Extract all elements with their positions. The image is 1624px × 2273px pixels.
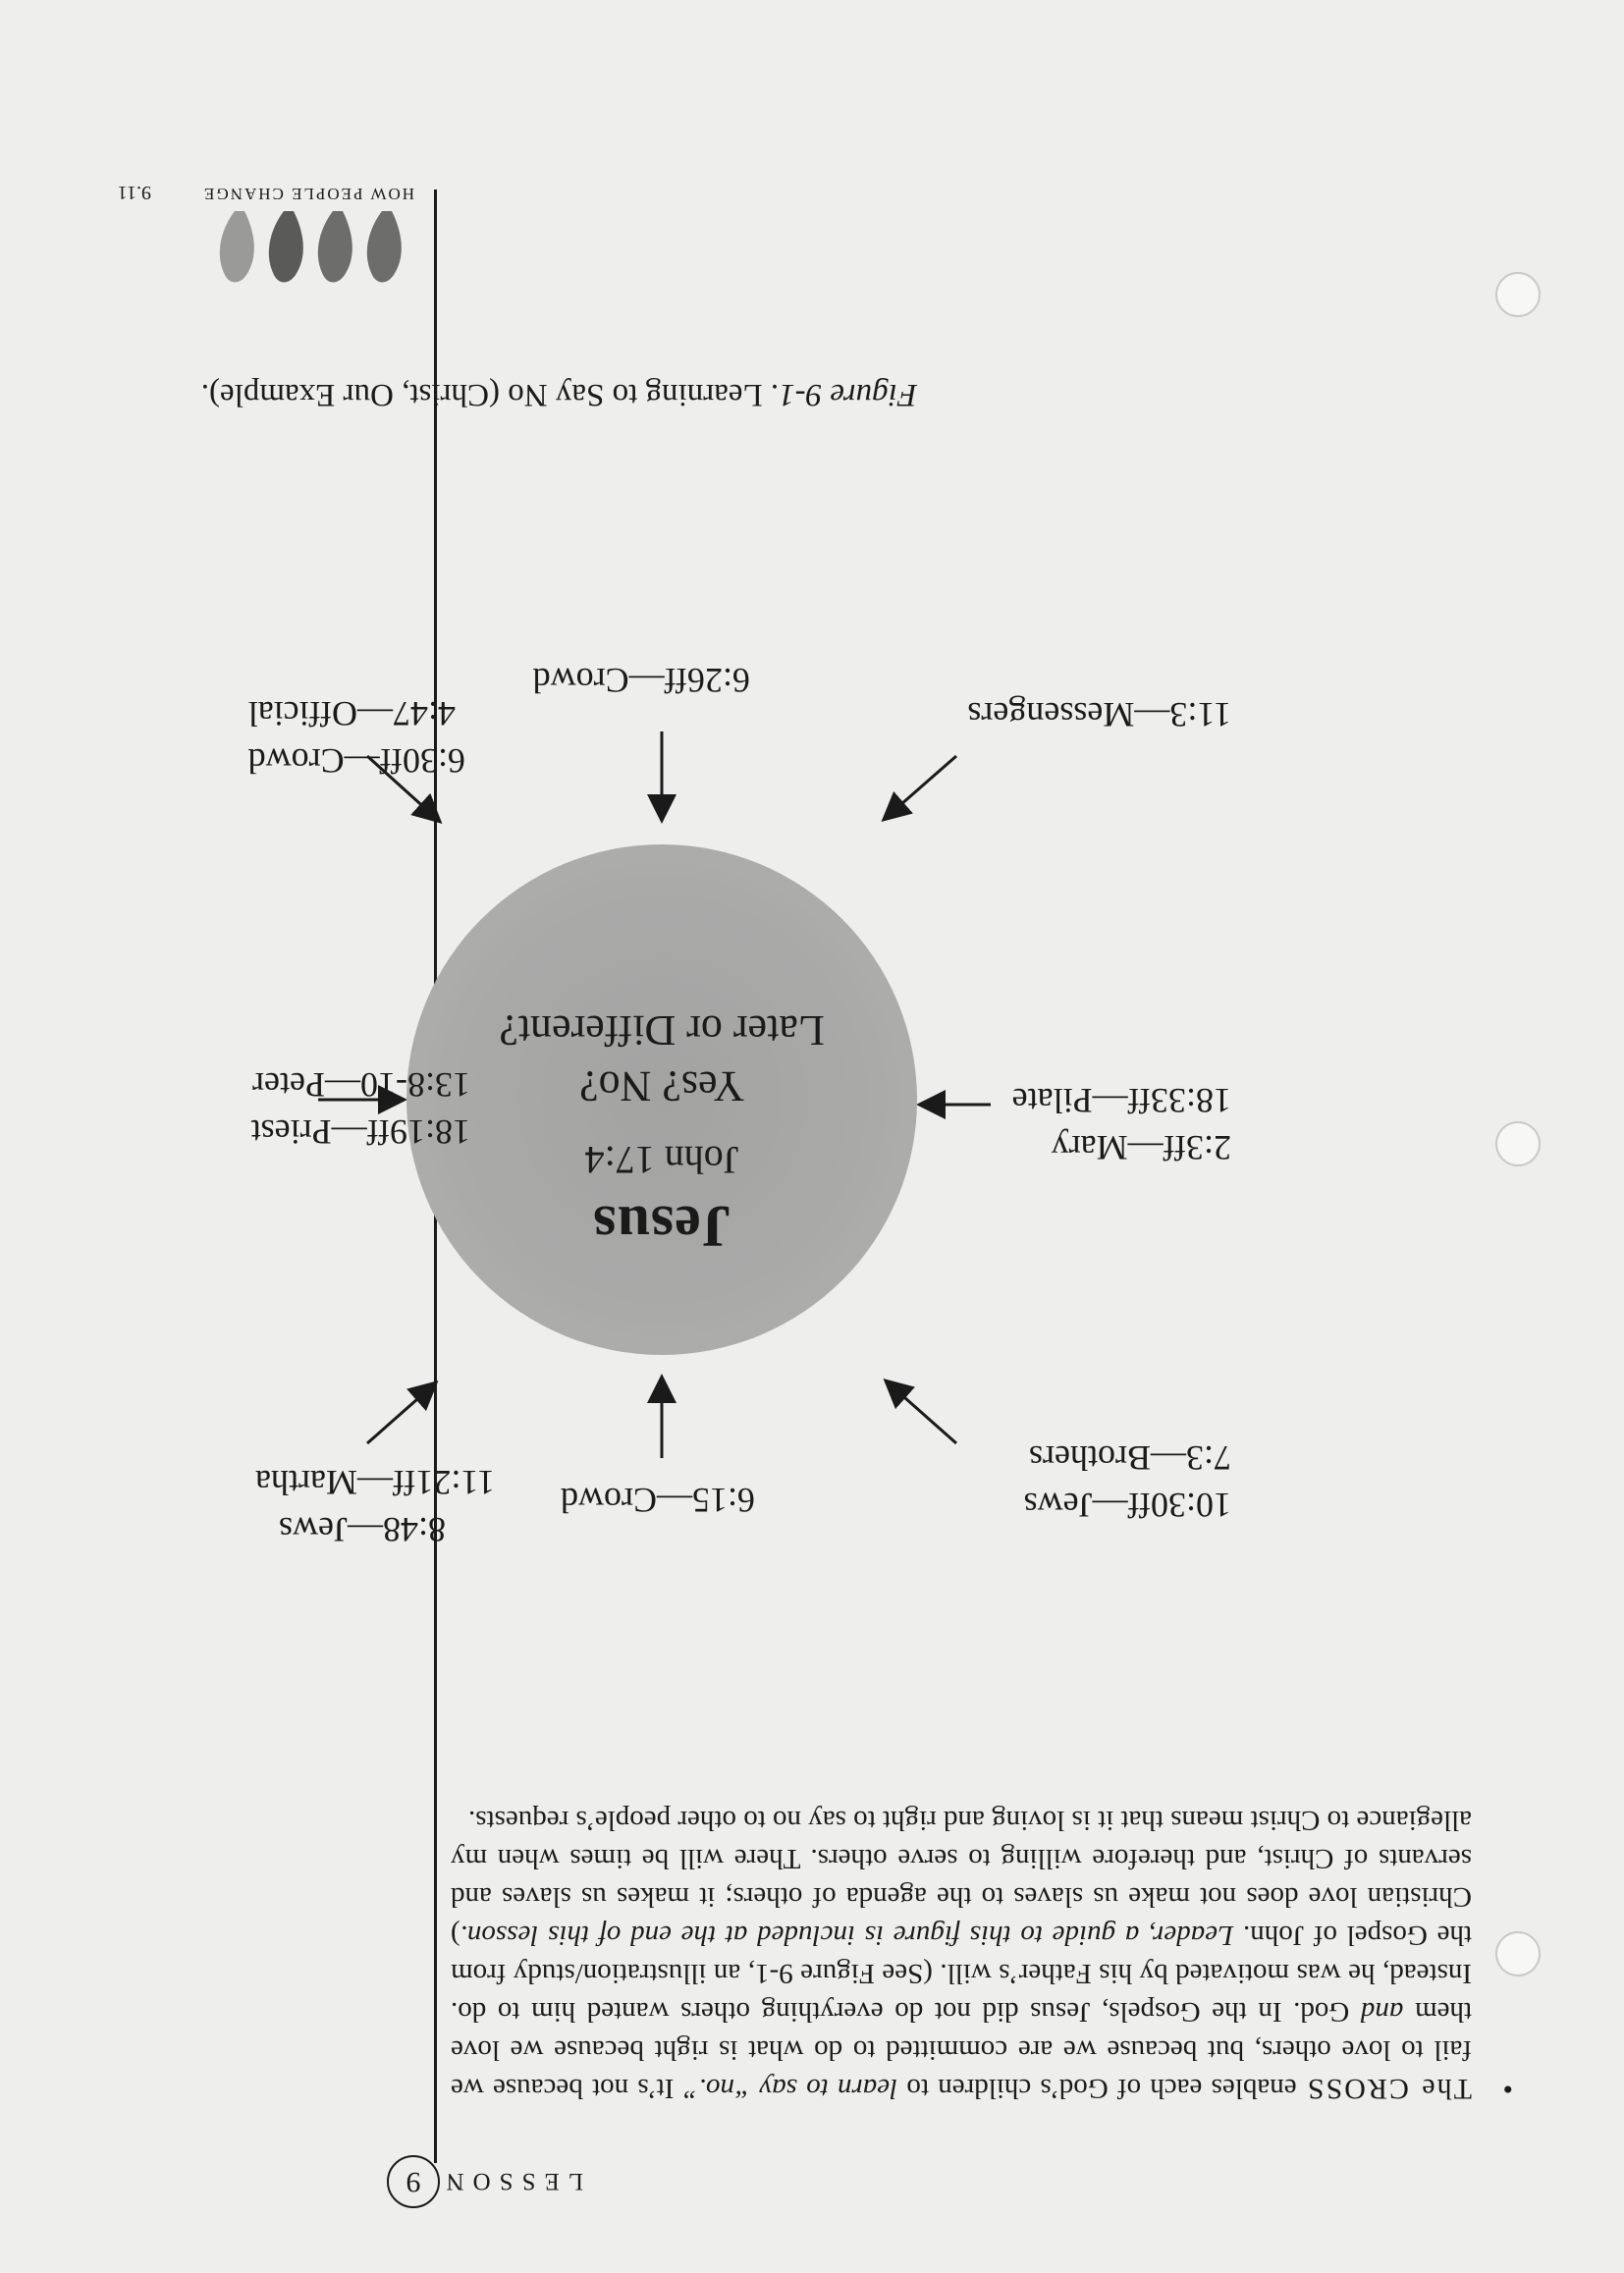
label-top-left-2: 7:3—Brothers [1029, 1438, 1231, 1478]
lesson-label: LESSON [437, 2168, 583, 2194]
body-line-2: God. In the Gospels, Jesus did not do everything others wanted him to do. Instead, he was motivated by his Father’s will. (See Figure 9-1, an illustration/study from the Gospel of John. [451, 1920, 1472, 2028]
label-top-right-1: 8:48—Jews [279, 1510, 446, 1549]
arrow-top-right [367, 1384, 434, 1443]
circle-question-2: Later or Different? [499, 1006, 825, 1055]
running-footer-title: HOW PEOPLE CHANGE [202, 185, 414, 203]
lesson-number-badge: 9 [387, 2155, 440, 2208]
leaf-ornament [215, 201, 411, 299]
label-bottom-right-2: 4:47—Official [247, 694, 456, 733]
body-line-1: It’s not because we fail to love others, but because we are committed to do what is right because we love them [450, 1996, 1472, 2104]
lead-word: The CROSS [1305, 2073, 1472, 2105]
and-italic: and [1360, 1996, 1404, 2028]
circle-title: Jesus [592, 1194, 731, 1259]
label-right-1: 18:19ff—Priest [250, 1112, 470, 1152]
figure-diagram [240, 515, 1379, 1645]
label-left-2: 18:33ff—Pilate [1011, 1081, 1231, 1120]
label-top-right-2: 11:21ff—Martha [255, 1463, 495, 1502]
bullet-icon: • [1502, 2073, 1513, 2105]
jesus-circle [406, 844, 917, 1355]
lead-rest: enables each of God’s children to [897, 2073, 1306, 2104]
arrow-bottom-left [886, 756, 956, 818]
punch-hole [1495, 1121, 1541, 1166]
label-bottom-right-1: 6:30ff—Crowd [247, 741, 465, 781]
label-right-2: 13:8-10—Peter [252, 1065, 470, 1105]
leaf-icon [215, 201, 411, 299]
circle-reference: John 17:4 [584, 1138, 739, 1182]
leader-note: Leader, a guide to this figure is included at the end of this lesson. [460, 1920, 1234, 1951]
figure-caption [201, 376, 917, 412]
body-line-3: ) Christian love does not make us slaves to the agenda of others; it makes us slaves and servants of Christ, and therefore willing to serve others. There will be times when my allegiance to Christ means that it is loving and right to say no to other people’s requests. [450, 1805, 1472, 1951]
label-bottom: 6:26ff—Crowd [532, 661, 750, 700]
label-top-left-1: 10:30ff—Jews [1023, 1486, 1231, 1525]
page-number: 9.11 [117, 182, 151, 203]
label-left-1: 2:3ff—Mary [1051, 1128, 1231, 1167]
label-top: 6:15—Crowd [561, 1481, 755, 1520]
punch-hole [1495, 272, 1541, 317]
punch-hole [1495, 1931, 1541, 1976]
lead-italic: learn to say “no.” [682, 2073, 898, 2104]
caption-text: . Learning to Say No (Christ, Our Example). [200, 377, 780, 412]
circle-question-1: Yes? No? [579, 1062, 744, 1110]
body-paragraph [451, 1801, 1472, 2108]
figure-label: Figure 9-1 [779, 377, 917, 412]
arrow-top-left [888, 1382, 956, 1443]
label-bottom-left: 11:3—Messengers [967, 695, 1231, 734]
body-text [450, 1801, 1513, 2108]
